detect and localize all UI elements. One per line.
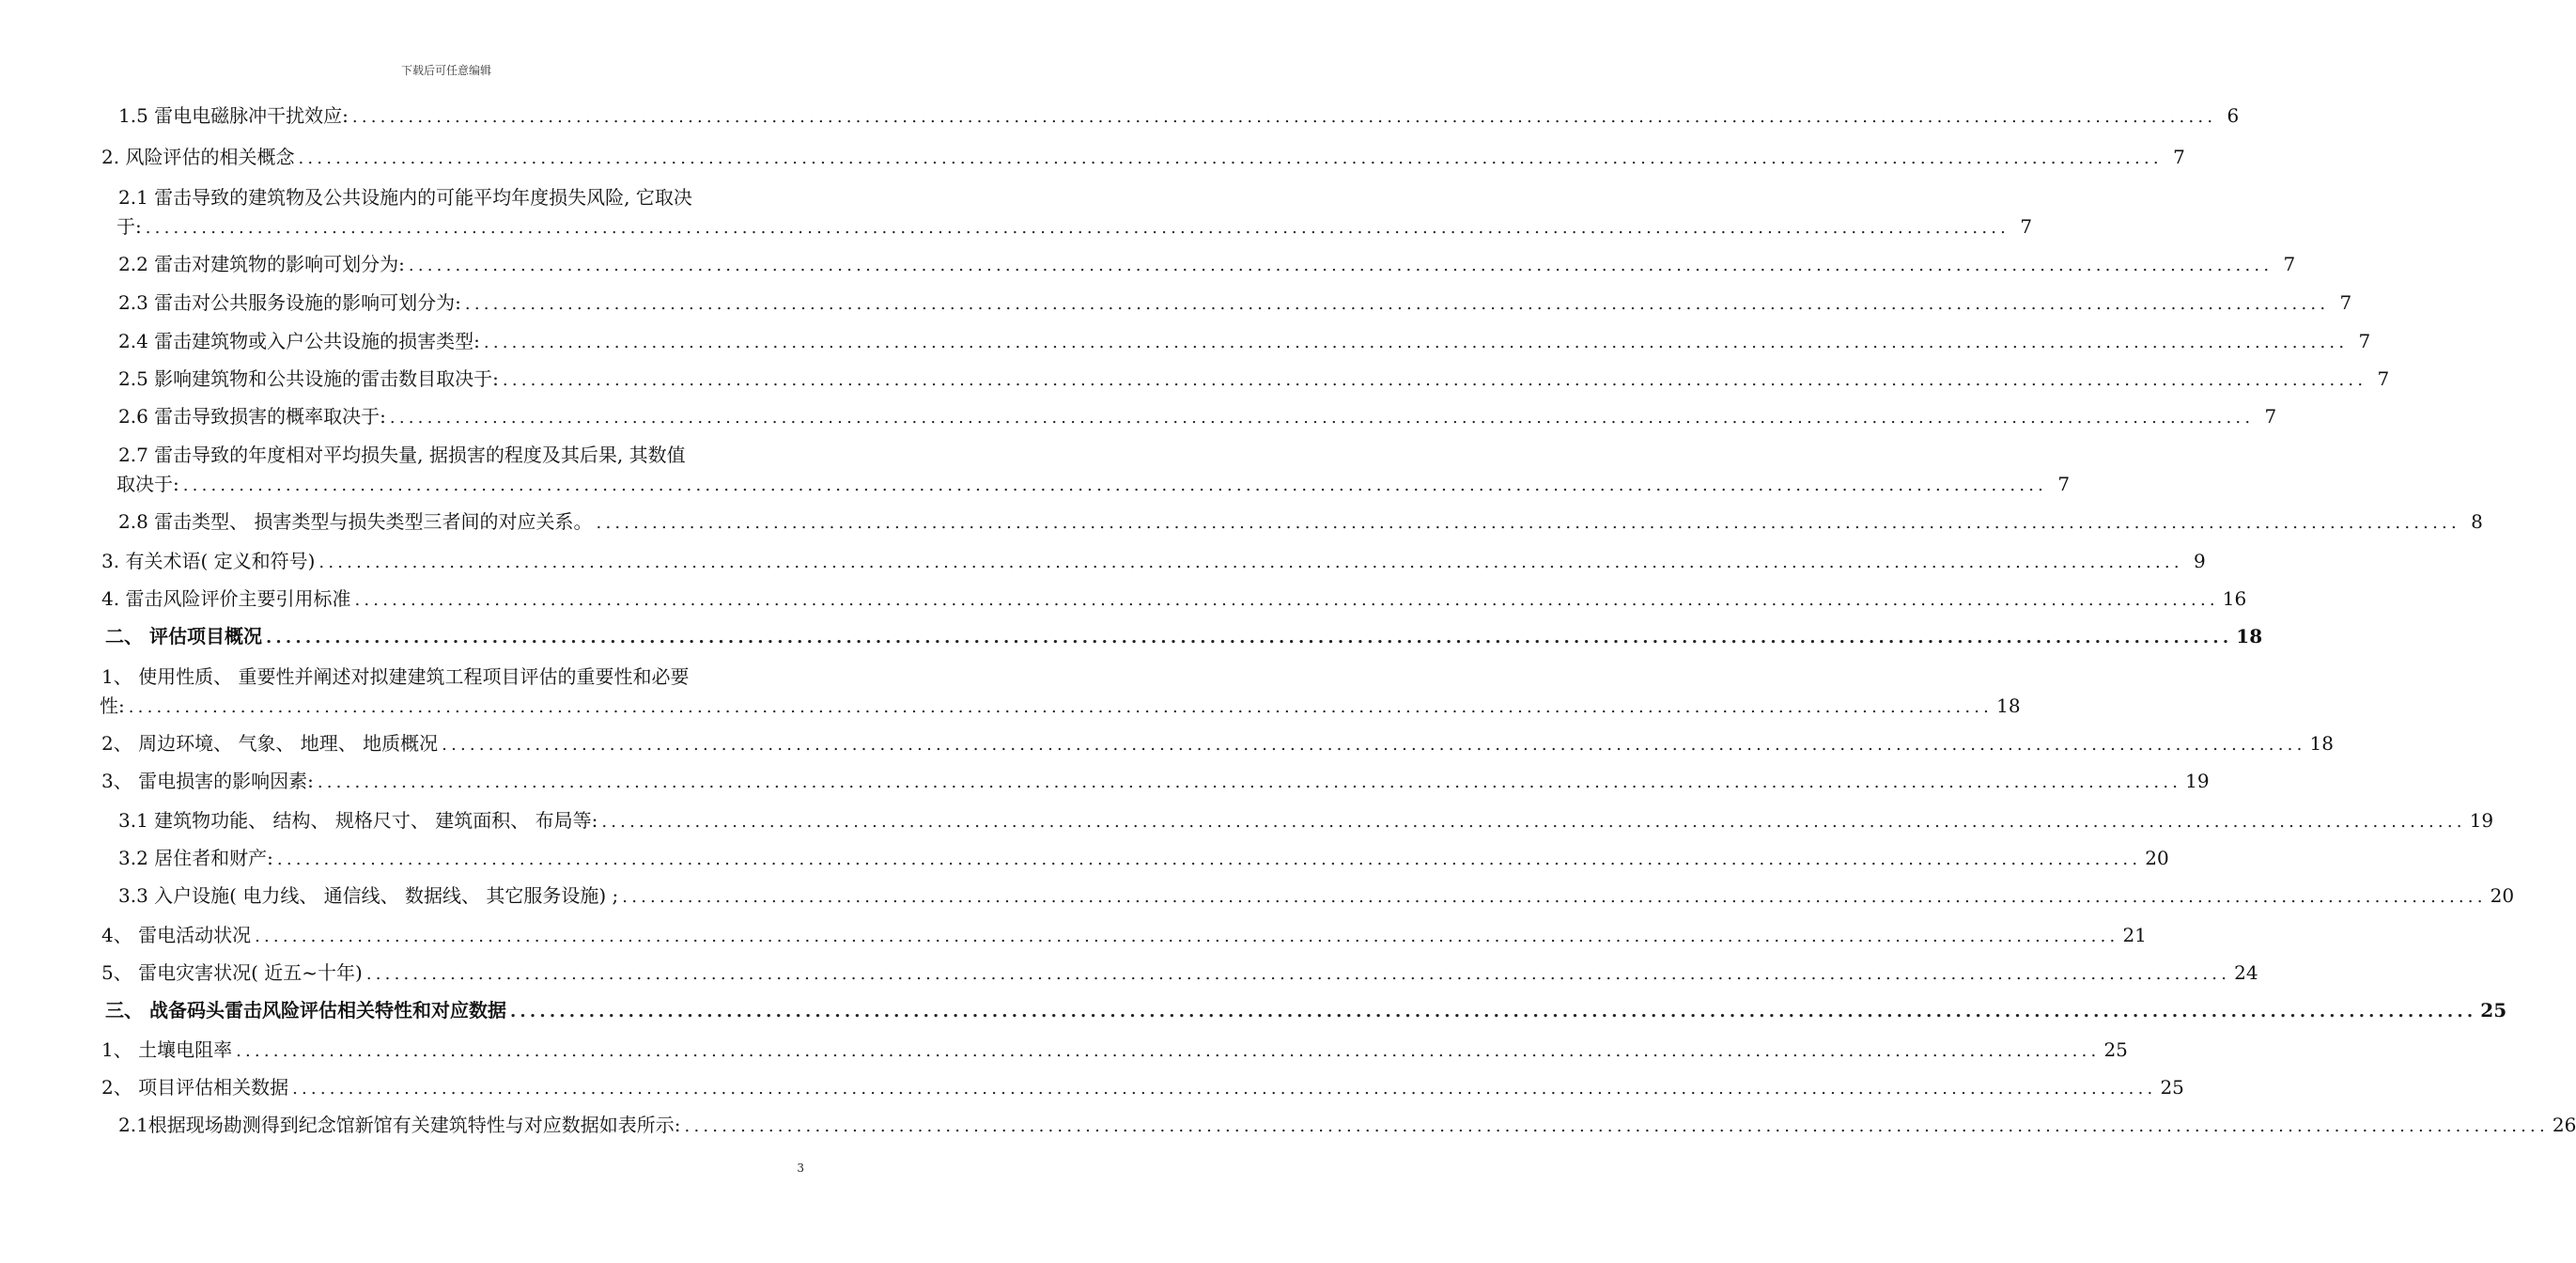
- dot-leader: ........................................................................................................................................................................................................: [276, 850, 2142, 869]
- toc-entry-page: 7: [2358, 330, 2371, 352]
- toc-entry-page: 7: [2020, 215, 2033, 238]
- dot-leader: ........................................................................................................................................................................................................: [255, 927, 2119, 946]
- toc-entry[interactable]: [118, 288, 2352, 317]
- dot-leader: ........................................................................................................................................................................................................: [684, 1116, 2549, 1136]
- toc-entry-page: 7: [2264, 405, 2277, 428]
- toc-entry-title: 1、 土壤电阻率: [101, 1038, 233, 1061]
- toc-entry-page: 6: [2227, 104, 2240, 127]
- toc-entry[interactable]: [118, 1111, 2576, 1139]
- toc-entry-title: 3.2 居住者和财产:: [118, 847, 273, 869]
- dot-leader: ........................................................................................................................................................................................................: [408, 256, 2273, 275]
- dot-leader: ........................................................................................................................................................................................................: [442, 735, 2306, 755]
- toc-entry[interactable]: [116, 182, 2033, 241]
- toc-entry-title: 2.3 雷击对公共服务设施的影响可划分为:: [118, 291, 461, 314]
- toc-entry-page: 18: [2236, 625, 2263, 647]
- toc-entry-title: 4、 雷电活动状况: [101, 924, 252, 946]
- dot-leader: ........................................................................................................................................................................................................: [509, 1002, 2477, 1021]
- toc-entry-page: 19: [2469, 809, 2494, 832]
- dot-leader: ........................................................................................................................................................................................................: [601, 812, 2466, 832]
- toc-entry-page: 25: [2103, 1038, 2128, 1061]
- dot-leader: ........................................................................................................................................................................................................: [351, 107, 2217, 127]
- dot-leader: ........................................................................................................................................................................................................: [265, 628, 2233, 647]
- toc-entry-page: 16: [2222, 587, 2247, 610]
- dot-leader: ........................................................................................................................................................................................................: [483, 333, 2349, 352]
- toc-entry-page: 19: [2185, 770, 2210, 792]
- toc-entry-page: 7: [2283, 253, 2296, 275]
- toc-entry-page: 21: [2122, 924, 2147, 946]
- page-header: 下载后可任意编辑: [400, 64, 491, 77]
- toc-entry-title: 二、 评估项目概况: [105, 625, 262, 647]
- toc-entry[interactable]: [101, 1073, 2184, 1101]
- toc-entry-page: 8: [2471, 510, 2483, 533]
- toc-entry[interactable]: [118, 881, 2515, 910]
- toc-entry-page: 25: [2480, 999, 2507, 1021]
- toc-entry-title: 2.8 雷击类型、 损害类型与损失类型三者间的对应关系。: [118, 510, 593, 533]
- toc-entry-page: 18: [1996, 694, 2021, 717]
- toc-entry-title: 1、 使用性质、 重要性并阐述对拟建建筑工程项目评估的重要性和必要: [101, 665, 690, 688]
- toc-entry[interactable]: [105, 622, 2263, 650]
- toc-entry-title: 2、 周边环境、 气象、 地理、 地质概况: [101, 732, 439, 755]
- toc-entry-title: 5、 雷电灾害状况( 近五~十年): [101, 961, 363, 984]
- toc-entry-page: 20: [2490, 884, 2515, 907]
- toc-entry-title: 3、 雷电损害的影响因素:: [101, 770, 314, 792]
- toc-entry-title: 2、 项目评估相关数据: [101, 1076, 289, 1099]
- toc-entry-page: 9: [2194, 550, 2206, 572]
- toc-entry-title: 2.7 雷击导致的年度相对平均损失量, 据损害的程度及其后果, 其数值: [118, 444, 686, 466]
- toc-entry-title: 2.1根据现场勘测得到纪念馆新馆有关建筑特性与对应数据如表所示:: [118, 1114, 681, 1136]
- toc-entry-title: 2.6 雷击导致损害的概率取决于:: [118, 405, 386, 428]
- dot-leader: ........................................................................................................................................................................................................: [236, 1041, 2101, 1061]
- toc-entry-title: 2.5 影响建筑物和公共设施的雷击数目取决于:: [118, 367, 499, 390]
- toc-entry[interactable]: [118, 101, 2240, 130]
- toc-entry-continuation: 性:: [100, 694, 125, 717]
- toc-entry[interactable]: [118, 844, 2169, 872]
- toc-entry-title: 1.5 雷电电磁脉冲干扰效应:: [118, 104, 349, 127]
- toc-entry[interactable]: [101, 921, 2147, 949]
- toc-entry-page: 7: [2057, 473, 2071, 495]
- toc-entry-title: 4. 雷击风险评价主要引用标准: [101, 587, 351, 610]
- toc-entry-page: 24: [2234, 961, 2258, 984]
- toc-entry-title: 2.2 雷击对建筑物的影响可划分为:: [118, 253, 405, 275]
- toc-entry-title: 3.1 建筑物功能、 结构、 规格尺寸、 建筑面积、 布局等:: [118, 809, 598, 832]
- toc-entry[interactable]: [118, 327, 2371, 355]
- dot-leader: ........................................................................................................................................................................................................: [464, 294, 2330, 314]
- toc-entry[interactable]: [101, 959, 2258, 987]
- toc-entry[interactable]: [101, 767, 2210, 795]
- dot-leader: ........................................................................................................................................................................................................: [298, 148, 2163, 168]
- dot-leader: ........................................................................................................................................................................................................: [128, 697, 1994, 717]
- dot-leader: ........................................................................................................................................................................................................: [182, 476, 2048, 495]
- toc-entry[interactable]: [100, 662, 2021, 720]
- toc-entry-page: 25: [2160, 1076, 2184, 1099]
- toc-entry-continuation: 取决于:: [116, 473, 179, 495]
- toc-entry[interactable]: [118, 806, 2494, 834]
- toc-entry[interactable]: [101, 585, 2247, 613]
- page-number: 3: [797, 1162, 804, 1175]
- toc-entry-continuation: 于:: [116, 215, 142, 238]
- toc-entry[interactable]: [101, 547, 2206, 575]
- dot-leader: ........................................................................................................................................................................................................: [365, 964, 2231, 984]
- toc-entry-page: 7: [2339, 291, 2352, 314]
- toc-entry[interactable]: [101, 143, 2185, 171]
- toc-entry-page: 7: [2173, 146, 2185, 168]
- toc-entry[interactable]: [116, 440, 2071, 498]
- dot-leader: ........................................................................................................................................................................................................: [292, 1079, 2157, 1099]
- dot-leader: ........................................................................................................................................................................................................: [317, 772, 2182, 792]
- dot-leader: ........................................................................................................................................................................................................: [318, 553, 2183, 572]
- toc-entry-title: 2.1 雷击导致的建筑物及公共设施内的可能平均年度损失风险, 它取决: [118, 186, 692, 209]
- toc-entry-title: 2.4 雷击建筑物或入户公共设施的损害类型:: [118, 330, 480, 352]
- toc-entry[interactable]: [118, 250, 2296, 278]
- toc-entry-page: 26: [2552, 1114, 2576, 1136]
- dot-leader: ........................................................................................................................................................................................................: [354, 590, 2219, 610]
- toc-entry-page: 7: [2377, 367, 2390, 390]
- toc-entry[interactable]: [118, 365, 2390, 393]
- toc-entry[interactable]: [118, 402, 2277, 430]
- toc-entry-title: 3. 有关术语( 定义和符号): [101, 550, 316, 572]
- dot-leader: ........................................................................................................................................................................................................: [596, 513, 2460, 533]
- toc-entry-title: 2. 风险评估的相关概念: [101, 146, 295, 168]
- dot-leader: ........................................................................................................................................................................................................: [622, 887, 2487, 907]
- dot-leader: ........................................................................................................................................................................................................: [389, 408, 2255, 428]
- dot-leader: ........................................................................................................................................................................................................: [145, 218, 2010, 238]
- toc-entry-page: 20: [2145, 847, 2169, 869]
- toc-entry[interactable]: [101, 1036, 2128, 1064]
- toc-entry[interactable]: [101, 729, 2334, 757]
- toc-entry[interactable]: [118, 507, 2483, 536]
- toc-entry-page: 18: [2309, 732, 2334, 755]
- toc-entry-title: 3.3 入户设施( 电力线、 通信线、 数据线、 其它服务设施) ;: [118, 884, 619, 907]
- toc-entry[interactable]: [105, 996, 2507, 1024]
- dot-leader: ........................................................................................................................................................................................................: [502, 370, 2367, 390]
- toc-entry-title: 三、 战备码头雷击风险评估相关特性和对应数据: [105, 999, 506, 1021]
